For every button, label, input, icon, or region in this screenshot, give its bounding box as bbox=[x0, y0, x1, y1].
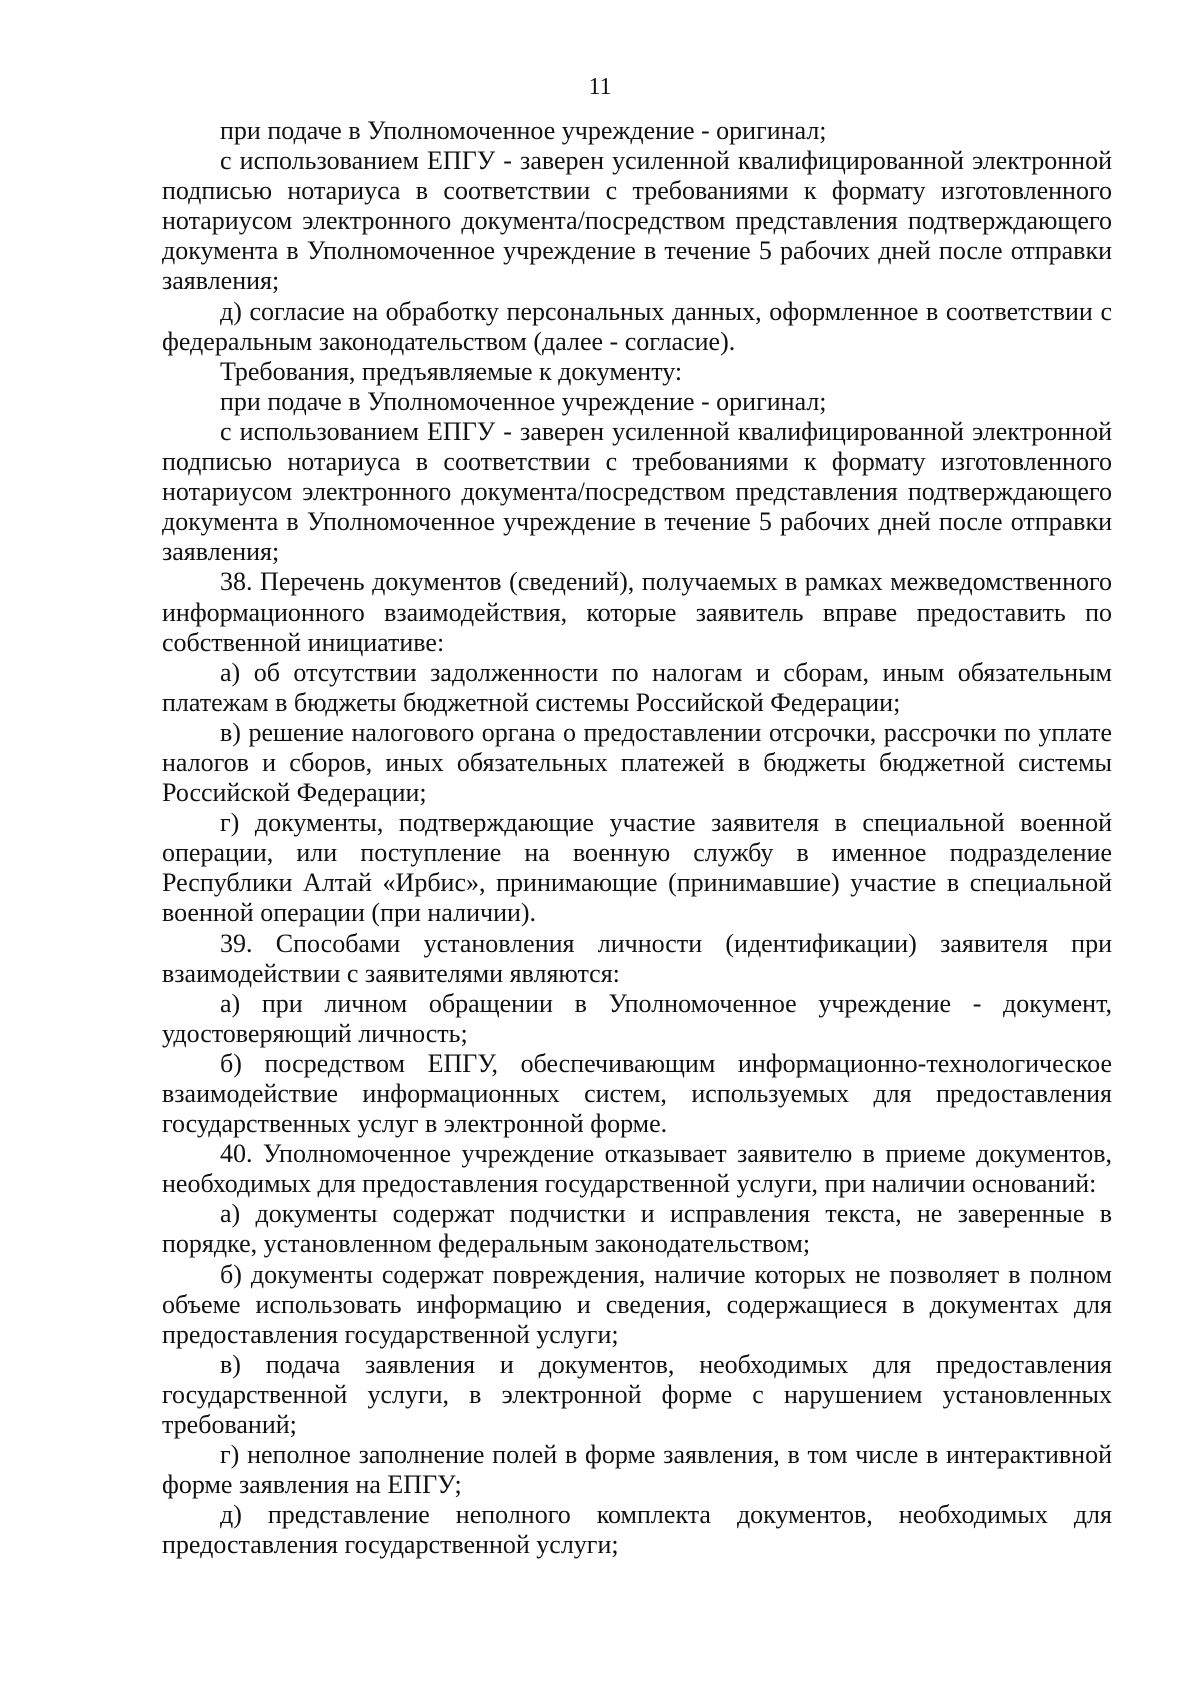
paragraph: с использованием ЕПГУ - заверен усиленной квалифицированной электронной подписью нотариуса в соответствии с требованиями к формату изготовленного нотариусом электронного документа/посредством представления подтверждающего документа в Уполномоченное учреждение в течение 5 рабочих дней после отправки заявления; bbox=[162, 416, 1112, 567]
paragraph: а) об отсутствии задолженности по налогам и сборам, иным обязательным платежам в бюджеты бюджетной системы Российской Федерации; bbox=[162, 657, 1112, 717]
paragraph: Требования, предъявляемые к документу: bbox=[220, 356, 683, 386]
paragraph: д) согласие на обработку персональных данных, оформленное в соответствии с федеральным законодательством (далее - согласие). bbox=[162, 296, 1112, 356]
page-number: 11 bbox=[588, 74, 612, 100]
paragraph: б) документы содержат повреждения, наличие которых не позволяет в полном объеме использовать информацию и сведения, содержащиеся в документах для предоставления государственной услуги; bbox=[162, 1259, 1112, 1349]
paragraph: г) документы, подтверждающие участие заявителя в специальной военной операции, или поступление на военную службу в именное подразделение Республики Алтай «Ирбис», принимающие (принимавшие) участие в специальной военной операции (при наличии). bbox=[162, 808, 1112, 928]
paragraph: в) решение налогового органа о предоставлении отсрочки, рассрочки по уплате налогов и сборов, иных обязательных платежей в бюджеты бюджетной системы Российской Федерации; bbox=[162, 717, 1112, 808]
paragraph: 40. Уполномоченное учреждение отказывает заявителю в приеме документов, необходимых для предоставления государственной услуги, при наличии оснований: bbox=[162, 1139, 1112, 1199]
paragraph: а) при личном обращении в Уполномоченное учреждение - документ, удостоверяющий личность; bbox=[162, 988, 1112, 1048]
paragraph: 39. Способами установления личности (идентификации) заявителя при взаимодействии с заявителями являются: bbox=[162, 928, 1112, 988]
paragraph: а) документы содержат подчистки и исправления текста, не заверенные в порядке, установленном федеральным законодательством; bbox=[162, 1199, 1112, 1259]
document-body bbox=[162, 116, 1112, 1561]
paragraph: г) неполное заполнение полей в форме заявления, в том числе в интерактивной форме заявления на ЕПГУ; bbox=[162, 1440, 1112, 1500]
paragraph: б) посредством ЕПГУ, обеспечивающим информационно-технологическое взаимодействие информационных систем, используемых для предоставления государственных услуг в электронной форме. bbox=[162, 1048, 1112, 1139]
paragraph: при подаче в Уполномоченное учреждение - оригинал; bbox=[220, 116, 827, 145]
paragraph: 38. Перечень документов (сведений), получаемых в рамках межведомственного информационного взаимодействия, которые заявитель вправе предоставить по собственной инициативе: bbox=[162, 567, 1112, 657]
paragraph: при подаче в Уполномоченное учреждение - оригинал; bbox=[220, 386, 827, 416]
paragraph: в) подача заявления и документов, необходимых для предоставления государственной услуги, в электронной форме с нарушением установленных требований; bbox=[162, 1349, 1112, 1440]
paragraph: д) представление неполного комплекта документов, необходимых для предоставления государственной услуги; bbox=[162, 1500, 1112, 1560]
paragraph: с использованием ЕПГУ - заверен усиленной квалифицированной электронной подписью нотариуса в соответствии с требованиями к формату изготовленного нотариусом электронного документа/посредством представления подтверждающего документа в Уполномоченное учреждение в течение 5 рабочих дней после отправки заявления; bbox=[162, 146, 1112, 296]
